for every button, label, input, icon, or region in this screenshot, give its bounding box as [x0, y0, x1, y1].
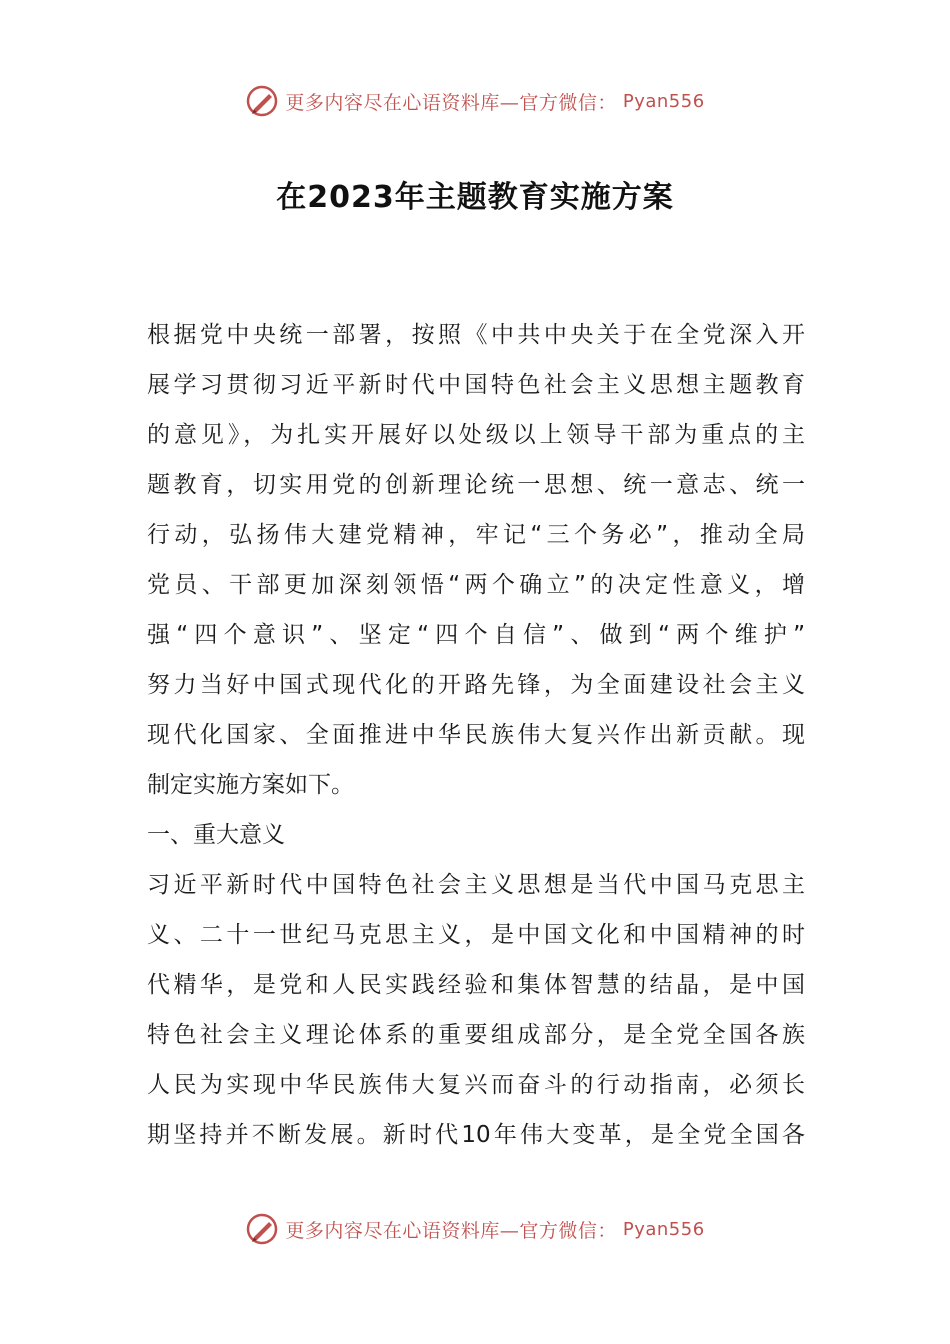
body-line: 努力当好中国式现代化的开路先锋，为全面建设社会主义 — [147, 672, 805, 698]
body-line: 人民为实现中华民族伟大复兴而奋斗的行动指南，必须长 — [147, 1072, 805, 1098]
body-line: 根据党中央统一部署，按照《中共中央关于在全党深入开 — [147, 322, 805, 348]
body-line: 特色社会主义理论体系的重要组成部分，是全党全国各族 — [147, 1022, 805, 1048]
watermark-text: 更多内容尽在心语资料库—官方微信： — [285, 1219, 617, 1242]
footer-watermark — [0, 1212, 950, 1246]
watermark-wechat-id: Pyan556 — [622, 1218, 705, 1240]
watermark-text: 更多内容尽在心语资料库—官方微信： — [285, 91, 617, 114]
pen-logo-icon — [245, 84, 279, 118]
body-line: 展学习贯彻习近平新时代中国特色社会主义思想主题教育 — [147, 372, 805, 398]
body-line: 行动，弘扬伟大建党精神，牢记“三个务必”，推动全局 — [147, 522, 805, 548]
document-body — [147, 310, 805, 1160]
body-line: 义、二十一世纪马克思主义，是中国文化和中国精神的时 — [147, 922, 805, 948]
document-title: 在2023年主题教育实施方案 — [276, 180, 674, 215]
body-line: 题教育，切实用党的创新理论统一思想、统一意志、统一 — [147, 472, 805, 498]
body-line: 期坚持并不断发展。新时代10年伟大变革，是全党全国各 — [147, 1122, 805, 1148]
body-line: 强“四个意识”、坚定“四个自信”、做到“两个维护” — [147, 622, 805, 648]
section-heading: 一、重大意义 — [147, 822, 285, 848]
body-line: 代精华，是党和人民实践经验和集体智慧的结晶，是中国 — [147, 972, 805, 998]
body-line: 的意见》，为扎实开展好以处级以上领导干部为重点的主 — [147, 422, 805, 448]
body-line: 党员、干部更加深刻领悟“两个确立”的决定性意义，增 — [147, 572, 805, 598]
header-watermark — [0, 84, 950, 118]
body-line: 习近平新时代中国特色社会主义思想是当代中国马克思主 — [147, 872, 805, 898]
body-line: 制定实施方案如下。 — [147, 772, 354, 798]
pen-logo-icon — [245, 1212, 279, 1246]
body-line: 现代化国家、全面推进中华民族伟大复兴作出新贡献。现 — [147, 722, 805, 748]
watermark-wechat-id: Pyan556 — [622, 90, 705, 112]
